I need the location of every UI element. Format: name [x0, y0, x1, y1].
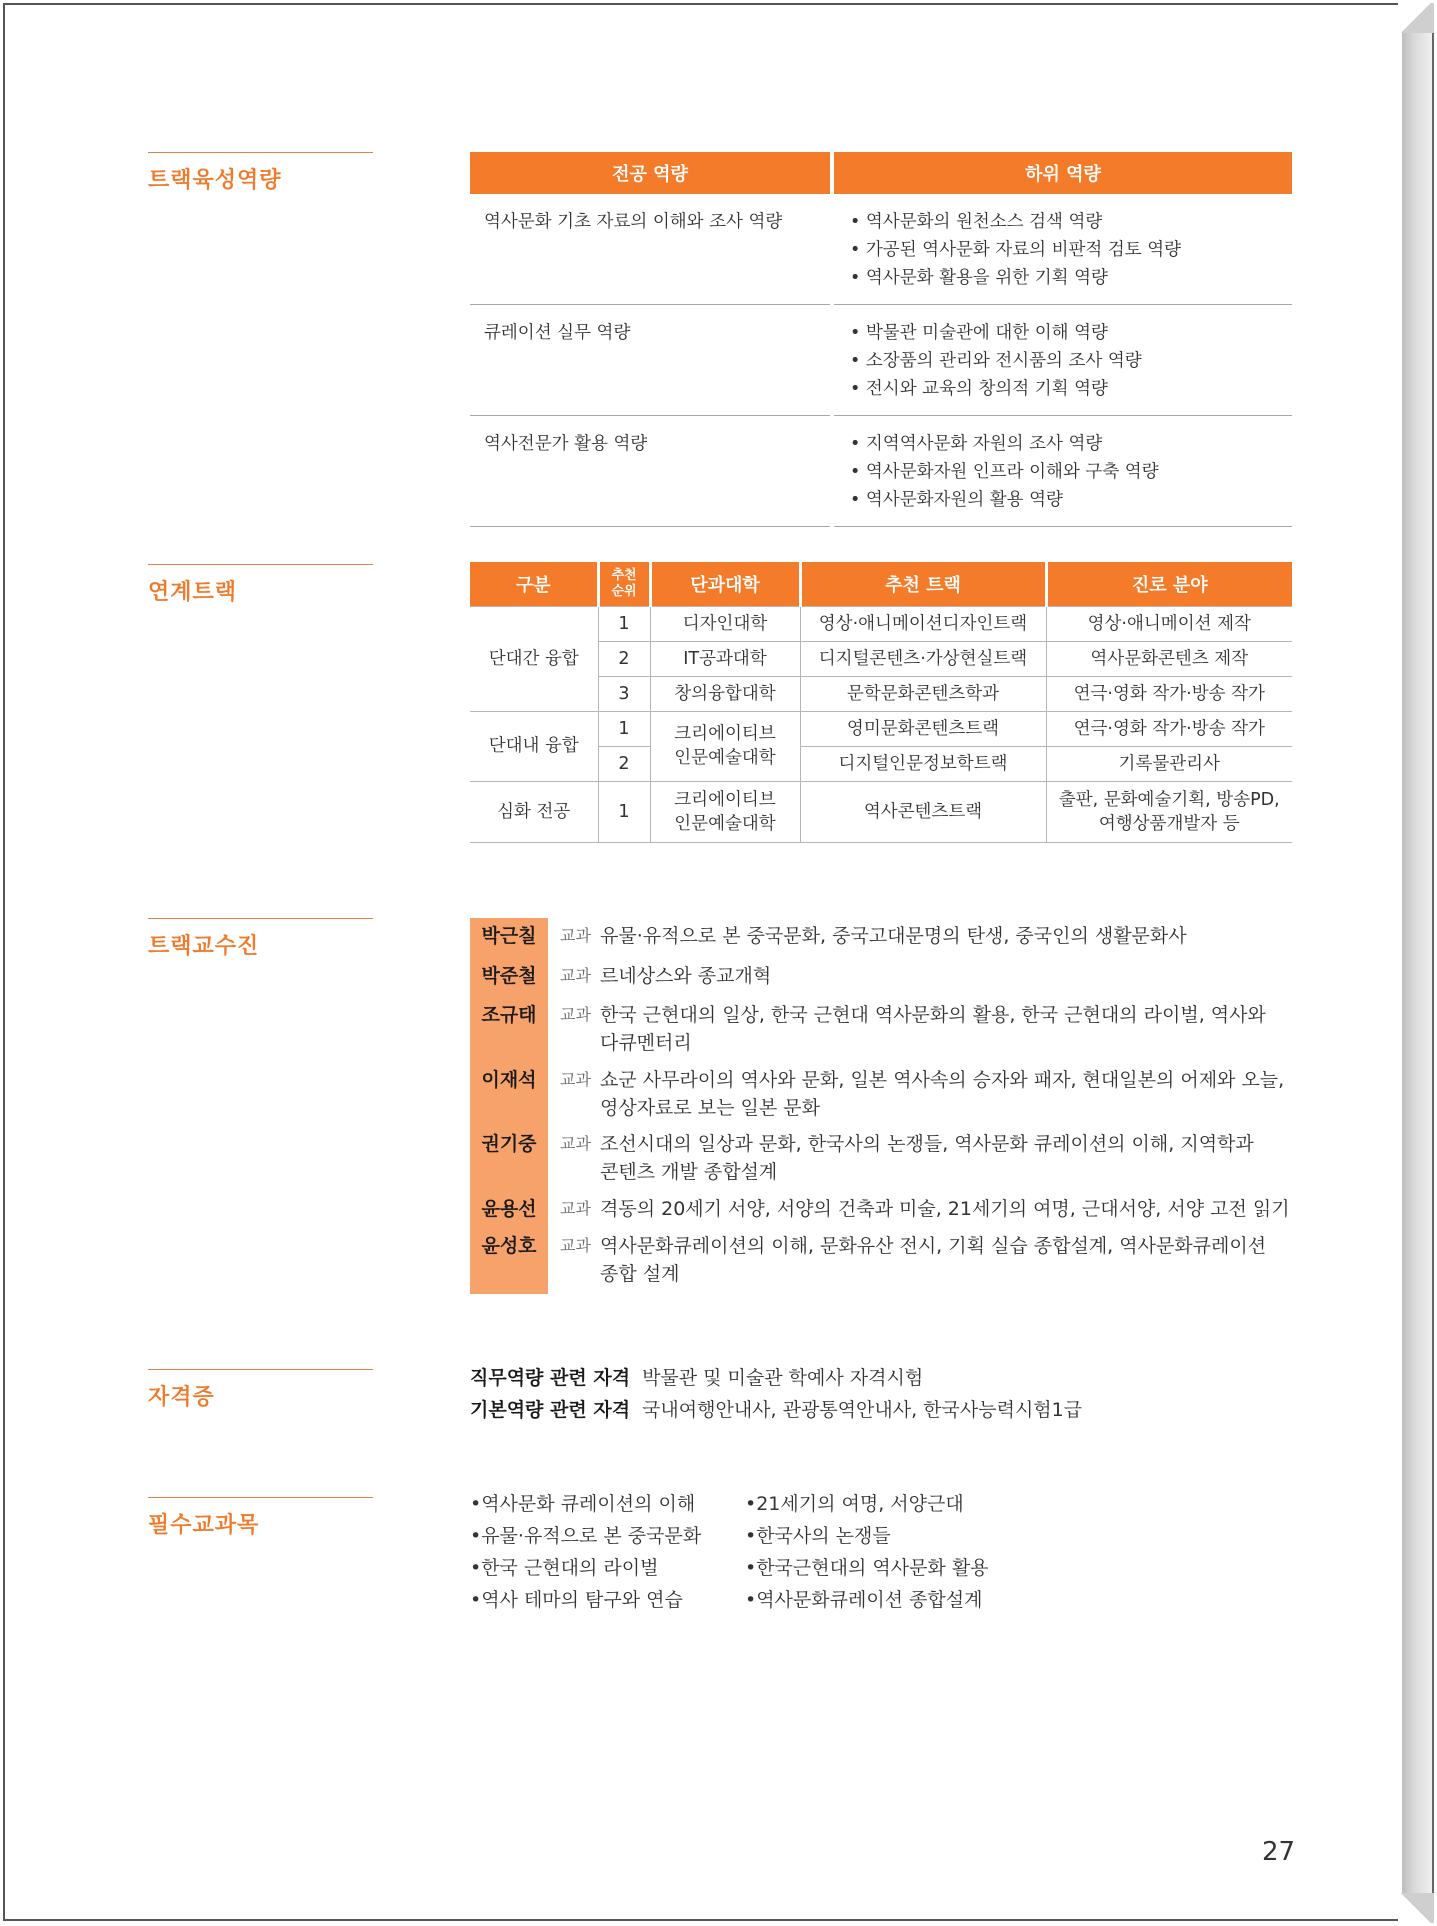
- faculty-name: 조규태: [481, 1004, 537, 1026]
- major-competency: 큐레이션 실무 역량: [470, 305, 832, 416]
- page-fold-bottom: [1398, 1893, 1434, 1923]
- book-spine: [1402, 28, 1434, 1908]
- list-item: • 역사문화의 원천소스 검색 역량: [850, 212, 1103, 232]
- group-cell: 단대내 융합: [470, 711, 598, 781]
- list-item: • 가공된 역사문화 자료의 비판적 검토 역량: [850, 240, 1182, 260]
- competency-header-row: [470, 152, 1292, 194]
- faculty-courses: [600, 1195, 1300, 1223]
- page-number: 27: [1262, 1837, 1296, 1867]
- faculty-tag: 교과: [560, 1134, 591, 1153]
- faculty-courses: [600, 922, 1300, 950]
- sub-competency-list: [832, 305, 1292, 416]
- faculty-courses-line2: 영상자료로 보는 일본 문화: [600, 1097, 821, 1119]
- list-item: • 지역역사문화 자원의 조사 역량: [850, 434, 1103, 454]
- faculty-name: 윤성호: [481, 1235, 537, 1257]
- table-row: [470, 416, 1292, 527]
- header-major-competency: 전공 역량: [470, 152, 832, 194]
- rank-cell: 1: [598, 606, 650, 641]
- list-item: •역사문화큐레이션 종합설계: [745, 1589, 983, 1611]
- list-item: •21세기의 여명, 서양근대: [745, 1493, 964, 1515]
- certificate-row: [470, 1396, 1082, 1424]
- college-line1: 크리에이티브: [674, 789, 776, 810]
- faculty-courses-line1: 역사문화큐레이션의 이해, 문화유산 전시, 기획 실습 종합설계, 역사문화큐레이션: [600, 1235, 1267, 1257]
- faculty-name: 윤용선: [481, 1198, 537, 1220]
- faculty-name: 박근칠: [481, 925, 537, 947]
- track-cell: 영상·애니메이션디자인트랙: [800, 606, 1046, 641]
- certificate-row: [470, 1364, 923, 1392]
- college-cell: IT공과대학: [650, 641, 800, 676]
- faculty-tag: 교과: [560, 1005, 591, 1024]
- faculty-courses: [600, 1001, 1300, 1057]
- college-line2: 인문예술대학: [674, 748, 776, 768]
- track-cell: 문학문화콘텐츠학과: [800, 676, 1046, 711]
- faculty-tag: 교과: [560, 1199, 591, 1218]
- rank-cell: 3: [598, 676, 650, 711]
- linked-track-table: [470, 562, 1292, 843]
- faculty-courses: [600, 1232, 1300, 1288]
- track-cell: 영미문화콘텐츠트랙: [800, 711, 1046, 746]
- faculty-name: 박준철: [481, 965, 537, 987]
- faculty-courses-line1: 르네상스와 종교개혁: [600, 965, 772, 987]
- rank-cell: 2: [598, 746, 650, 781]
- section-competency-label: 트랙육성역량: [148, 152, 373, 194]
- major-competency: 역사전문가 활용 역량: [470, 416, 832, 527]
- header-college: 단과대학: [650, 562, 800, 606]
- header-rank: [598, 562, 650, 606]
- certificate-value: 국내여행안내사, 관광통역안내사, 한국사능력시험1급: [642, 1399, 1083, 1421]
- faculty-courses: [600, 1066, 1300, 1122]
- career-line1: 출판, 문화예술기획, 방송PD,: [1058, 789, 1280, 810]
- table-row: [470, 781, 1292, 842]
- rank-cell: 1: [598, 781, 650, 842]
- career-cell: [1046, 781, 1292, 842]
- career-cell: 기록물관리사: [1046, 746, 1292, 781]
- career-cell: 역사문화콘텐츠 제작: [1046, 641, 1292, 676]
- list-item: •한국사의 논쟁들: [745, 1525, 891, 1547]
- career-cell: 연극·영화 작가·방송 작가: [1046, 676, 1292, 711]
- faculty-courses-line1: 격동의 20세기 서양, 서양의 건축과 미술, 21세기의 여명, 근대서양, 서양 고전 읽기: [600, 1198, 1290, 1220]
- college-cell: 디자인대학: [650, 606, 800, 641]
- header-career-field: 진로 분야: [1046, 562, 1292, 606]
- list-item: • 역사문화자원 인프라 이해와 구축 역량: [850, 462, 1159, 482]
- faculty-courses: [600, 1130, 1300, 1186]
- career-cell: 영상·애니메이션 제작: [1046, 606, 1292, 641]
- required-courses-left: [470, 1490, 701, 1618]
- faculty-courses: [600, 962, 1300, 990]
- faculty-courses-line1: 쇼군 사무라이의 역사와 문화, 일본 역사속의 승자와 패자, 현대일본의 어제와 오늘,: [600, 1069, 1285, 1091]
- faculty-courses-line1: 조선시대의 일상과 문화, 한국사의 논쟁들, 역사문화 큐레이션의 이해, 지역학과: [600, 1133, 1254, 1155]
- group-cell: 단대간 융합: [470, 606, 598, 711]
- required-courses-right: [745, 1490, 989, 1618]
- table-row: [470, 711, 1292, 746]
- sub-competency-list: [832, 194, 1292, 305]
- faculty-courses-line2: 콘텐츠 개발 종합설계: [600, 1161, 778, 1183]
- list-item: •한국 근현대의 라이벌: [470, 1557, 659, 1579]
- career-cell: 연극·영화 작가·방송 작가: [1046, 711, 1292, 746]
- major-competency: 역사문화 기초 자료의 이해와 조사 역량: [470, 194, 832, 305]
- rank-cell: 1: [598, 711, 650, 746]
- page-fold-top: [1398, 3, 1434, 33]
- list-item: • 박물관 미술관에 대한 이해 역량: [850, 323, 1108, 343]
- faculty-tag: 교과: [560, 926, 591, 945]
- table-row: [470, 305, 1292, 416]
- college-cell: 창의융합대학: [650, 676, 800, 711]
- competency-table: [470, 152, 1292, 527]
- table-row: [470, 606, 1292, 641]
- sub-competency-list: [832, 416, 1292, 527]
- faculty-tag: 교과: [560, 1236, 591, 1255]
- track-header-row: [470, 562, 1292, 606]
- rank-cell: 2: [598, 641, 650, 676]
- list-item: •유물·유적으로 본 중국문화: [470, 1525, 702, 1547]
- career-line2: 여행상품개발자 등: [1098, 813, 1240, 834]
- section-certificate-label: 자격증: [148, 1369, 373, 1411]
- college-cell: [650, 711, 800, 781]
- section-faculty-label: 트랙교수진: [148, 918, 373, 960]
- table-row: [470, 194, 1292, 305]
- track-cell: 디지털콘텐츠·가상현실트랙: [800, 641, 1046, 676]
- header-recommended-track: 추천 트랙: [800, 562, 1046, 606]
- list-item: •한국근현대의 역사문화 활용: [745, 1557, 989, 1579]
- college-line2: 인문예술대학: [674, 813, 776, 834]
- college-line1: 크리에이티브: [674, 724, 776, 744]
- header-category: 구분: [470, 562, 598, 606]
- faculty-name: 권기중: [481, 1133, 537, 1155]
- list-item: •역사 테마의 탐구와 연습: [470, 1589, 683, 1611]
- faculty-name: 이재석: [481, 1069, 537, 1091]
- list-item: •역사문화 큐레이션의 이해: [470, 1493, 696, 1515]
- header-rank-line2: 순위: [611, 583, 637, 599]
- faculty-courses-line1: 유물·유적으로 본 중국문화, 중국고대문명의 탄생, 중국인의 생활문화사: [600, 925, 1187, 947]
- list-item: • 소장품의 관리와 전시품의 조사 역량: [850, 351, 1142, 371]
- certificate-value: 박물관 및 미술관 학예사 자격시험: [642, 1367, 924, 1389]
- header-sub-competency: 하위 역량: [832, 152, 1292, 194]
- section-linked-track-label: 연계트랙: [148, 564, 373, 606]
- faculty-courses-line2: 다큐멘터리: [600, 1032, 692, 1054]
- section-required-courses-label: 필수교과목: [148, 1497, 373, 1539]
- header-rank-line1: 추천: [611, 567, 637, 583]
- faculty-courses-line1: 한국 근현대의 일상, 한국 근현대 역사문화의 활용, 한국 근현대의 라이벌, 역사와: [600, 1004, 1266, 1026]
- list-item: • 전시와 교육의 창의적 기획 역량: [850, 379, 1108, 399]
- faculty-tag: 교과: [560, 966, 591, 985]
- faculty-tag: 교과: [560, 1070, 591, 1089]
- college-cell: [650, 781, 800, 842]
- list-item: • 역사문화자원의 활용 역량: [850, 490, 1063, 510]
- group-cell: 심화 전공: [470, 781, 598, 842]
- faculty-courses-line2: 종합 설계: [600, 1263, 680, 1285]
- certificate-label: 기본역량 관련 자격: [470, 1399, 631, 1421]
- track-cell: 디지털인문정보학트랙: [800, 746, 1046, 781]
- certificate-label: 직무역량 관련 자격: [470, 1367, 631, 1389]
- track-cell: 역사콘텐츠트랙: [800, 781, 1046, 842]
- list-item: • 역사문화 활용을 위한 기획 역량: [850, 268, 1108, 288]
